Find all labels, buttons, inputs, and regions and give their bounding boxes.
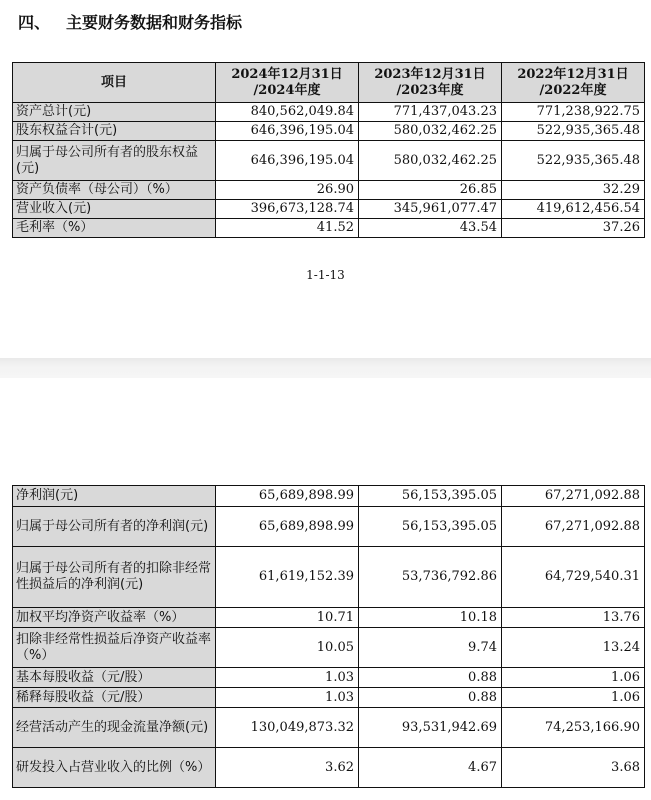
- table-row: [13, 200, 645, 219]
- cell-value: 4.67: [359, 748, 502, 788]
- row-label: 扣除非经常性损益后净资产收益率（%）: [13, 628, 216, 668]
- cell-value: 419,612,456.54: [502, 200, 645, 219]
- cell-value: 1.03: [216, 688, 359, 708]
- header-2022: 2022年12月31日 /2022年度: [502, 63, 645, 103]
- cell-value: 580,032,462.25: [359, 122, 502, 141]
- financial-table-part-2: [12, 485, 645, 788]
- table-row: [13, 122, 645, 141]
- row-label: 加权平均净资产收益率（%）: [13, 608, 216, 628]
- cell-value: 1.06: [502, 688, 645, 708]
- cell-value: 1.06: [502, 668, 645, 688]
- table-row: [13, 668, 645, 688]
- row-label: 经营活动产生的现金流量净额(元): [13, 708, 216, 748]
- row-label: 资产总计(元): [13, 103, 216, 122]
- cell-value: 53,736,792.86: [359, 547, 502, 608]
- cell-value: 56,153,395.05: [359, 486, 502, 507]
- table-row: [13, 103, 645, 122]
- section-title: 主要财务数据和财务指标: [66, 13, 243, 32]
- table-row: [13, 708, 645, 748]
- table-row: [13, 748, 645, 788]
- cell-value: 771,238,922.75: [502, 103, 645, 122]
- table-row: [13, 688, 645, 708]
- cell-value: 74,253,166.90: [502, 708, 645, 748]
- cell-value: 65,689,898.99: [216, 507, 359, 547]
- cell-value: 26.90: [216, 181, 359, 200]
- table-header-row: [13, 63, 645, 103]
- cell-value: 26.85: [359, 181, 502, 200]
- cell-value: 41.52: [216, 219, 359, 238]
- table-row: [13, 219, 645, 238]
- header-2024: 2024年12月31日 /2024年度: [216, 63, 359, 103]
- cell-value: 646,396,195.04: [216, 141, 359, 181]
- row-label: 研发投入占营业收入的比例（%）: [13, 748, 216, 788]
- page-separator: [0, 358, 651, 378]
- document-page-bottom: [0, 378, 651, 800]
- cell-value: 13.76: [502, 608, 645, 628]
- page-number: 1-1-13: [306, 268, 345, 282]
- cell-value: 9.74: [359, 628, 502, 668]
- cell-value: 0.88: [359, 668, 502, 688]
- cell-value: 646,396,195.04: [216, 122, 359, 141]
- row-label: 归属于母公司所有者的股东权益(元): [13, 141, 216, 181]
- row-label: 股东权益合计(元): [13, 122, 216, 141]
- cell-value: 522,935,365.48: [502, 122, 645, 141]
- cell-value: 840,562,049.84: [216, 103, 359, 122]
- table-row: [13, 547, 645, 608]
- row-label: 资产负债率（母公司）（%）: [13, 181, 216, 200]
- cell-value: 345,961,077.47: [359, 200, 502, 219]
- cell-value: 56,153,395.05: [359, 507, 502, 547]
- cell-value: 1.03: [216, 668, 359, 688]
- cell-value: 67,271,092.88: [502, 486, 645, 507]
- cell-value: 61,619,152.39: [216, 547, 359, 608]
- cell-value: 10.18: [359, 608, 502, 628]
- cell-value: 64,729,540.31: [502, 547, 645, 608]
- financial-table-part-1: [12, 62, 645, 238]
- cell-value: 10.05: [216, 628, 359, 668]
- document-page-top: [0, 0, 651, 358]
- cell-value: 67,271,092.88: [502, 507, 645, 547]
- cell-value: 396,673,128.74: [216, 200, 359, 219]
- table-row: [13, 507, 645, 547]
- table-row: [13, 628, 645, 668]
- cell-value: 37.26: [502, 219, 645, 238]
- cell-value: 580,032,462.25: [359, 141, 502, 181]
- section-heading: [18, 10, 242, 33]
- cell-value: 130,049,873.32: [216, 708, 359, 748]
- cell-value: 3.62: [216, 748, 359, 788]
- row-label: 毛利率（%）: [13, 219, 216, 238]
- cell-value: 65,689,898.99: [216, 486, 359, 507]
- header-2023: 2023年12月31日 /2023年度: [359, 63, 502, 103]
- cell-value: 13.24: [502, 628, 645, 668]
- cell-value: 43.54: [359, 219, 502, 238]
- table-row: [13, 181, 645, 200]
- table-row: [13, 608, 645, 628]
- cell-value: 522,935,365.48: [502, 141, 645, 181]
- cell-value: 0.88: [359, 688, 502, 708]
- row-label: 营业收入(元): [13, 200, 216, 219]
- row-label: 归属于母公司所有者的净利润(元): [13, 507, 216, 547]
- row-label: 基本每股收益（元/股）: [13, 668, 216, 688]
- table-row: [13, 486, 645, 507]
- section-number: 四、: [18, 13, 51, 32]
- table-row: [13, 141, 645, 181]
- header-item: 项目: [13, 63, 216, 103]
- row-label: 稀释每股收益（元/股）: [13, 688, 216, 708]
- row-label: 净利润(元): [13, 486, 216, 507]
- cell-value: 771,437,043.23: [359, 103, 502, 122]
- cell-value: 32.29: [502, 181, 645, 200]
- cell-value: 93,531,942.69: [359, 708, 502, 748]
- cell-value: 3.68: [502, 748, 645, 788]
- row-label: 归属于母公司所有者的扣除非经常性损益后的净利润(元): [13, 547, 216, 608]
- cell-value: 10.71: [216, 608, 359, 628]
